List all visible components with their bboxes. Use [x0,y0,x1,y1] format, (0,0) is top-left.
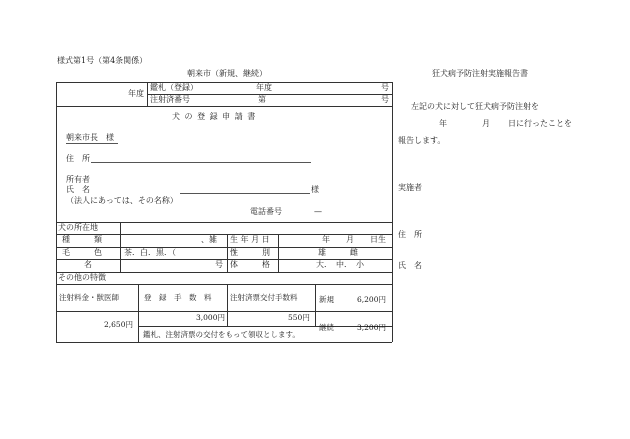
injection-number-label: 注射済番号 [150,95,190,104]
report-month: 月 [482,119,490,128]
number-suffix: 号 [381,83,389,92]
breed-suffix: 、雑 [201,235,217,244]
form-heading: 朝来市（新規、継続） [187,69,267,78]
fiscal-year-label: 年度 [128,89,144,98]
tag-fee-label: 注射済票交付手数料 [230,293,298,302]
address-label: 住 所 [66,154,90,163]
sex-label: 性 別 [230,248,270,257]
coat-options: 茶．白．黒．（ ） [124,248,240,257]
address-field[interactable] [91,162,311,163]
vet-fee-amount: 2,650円 [104,320,133,329]
owner-name-label: 氏 名 [66,185,90,194]
coat-label: 毛 色 [62,248,102,257]
tag-fee-amount: 550円 [288,313,310,322]
vet-fee-label: 注射料金・獣医師 [59,293,119,302]
ordinal-prefix: 第 [258,95,266,104]
size-label: 体 格 [230,260,270,269]
sex-options: 雄 雌 [318,248,358,257]
renewal-label: 継続 [319,323,334,332]
addressee: 朝来市長 様 [66,133,114,142]
form-number: 様式第1号（第4条関係） [57,56,148,65]
phone-dash: — [314,207,322,216]
report-title: 狂犬病予防注射実施報告書 [432,69,528,78]
size-options: 大． 中． 小 [316,260,364,269]
renewal-amount: 3,200円 [357,323,386,332]
owner-name-field[interactable] [180,193,310,194]
birthdate-label: 生 年 月 日 [230,235,270,244]
implementer-name-label: 氏 名 [398,261,422,270]
honorific: 様 [311,185,319,194]
corporation-note: （法人にあっては、その名称） [66,196,178,205]
new-amount: 6,200円 [357,295,386,304]
birthdate-value: 年 月 日生 [322,235,386,244]
license-label: 鑑札（登録） [150,83,198,92]
registration-fee-amount: 3,000円 [196,313,225,322]
report-day-text: 日に行ったことを [508,119,572,128]
dog-location-label: 犬の所在地 [58,223,98,232]
implementer-label: 実施者 [398,183,422,192]
breed-label: 種 類 [62,235,102,244]
implementer-address-label: 住 所 [398,230,422,239]
dog-name-suffix: 号 [215,260,223,269]
registration-fee-label: 登 録 手 数 料 [144,293,212,302]
report-line-3: 報告します。 [398,136,446,145]
features-label: その他の特徴 [58,273,106,282]
receipt-note: 鑑札、注射済票の交付をもって領収とします。 [143,330,300,339]
dog-name-label: 名 [84,260,92,269]
report-year: 年 [439,119,447,128]
number-suffix-2: 号 [381,95,389,104]
owner-label: 所有者 [66,175,90,184]
application-title: 犬 の 登 録 申 請 書 [172,112,257,121]
new-label: 新規 [319,295,334,304]
phone-label: 電話番号 [250,207,282,216]
report-line-1: 左記の犬に対して狂犬病予防注射を [411,102,539,111]
fiscal-year-label-2: 年度 [256,83,272,92]
